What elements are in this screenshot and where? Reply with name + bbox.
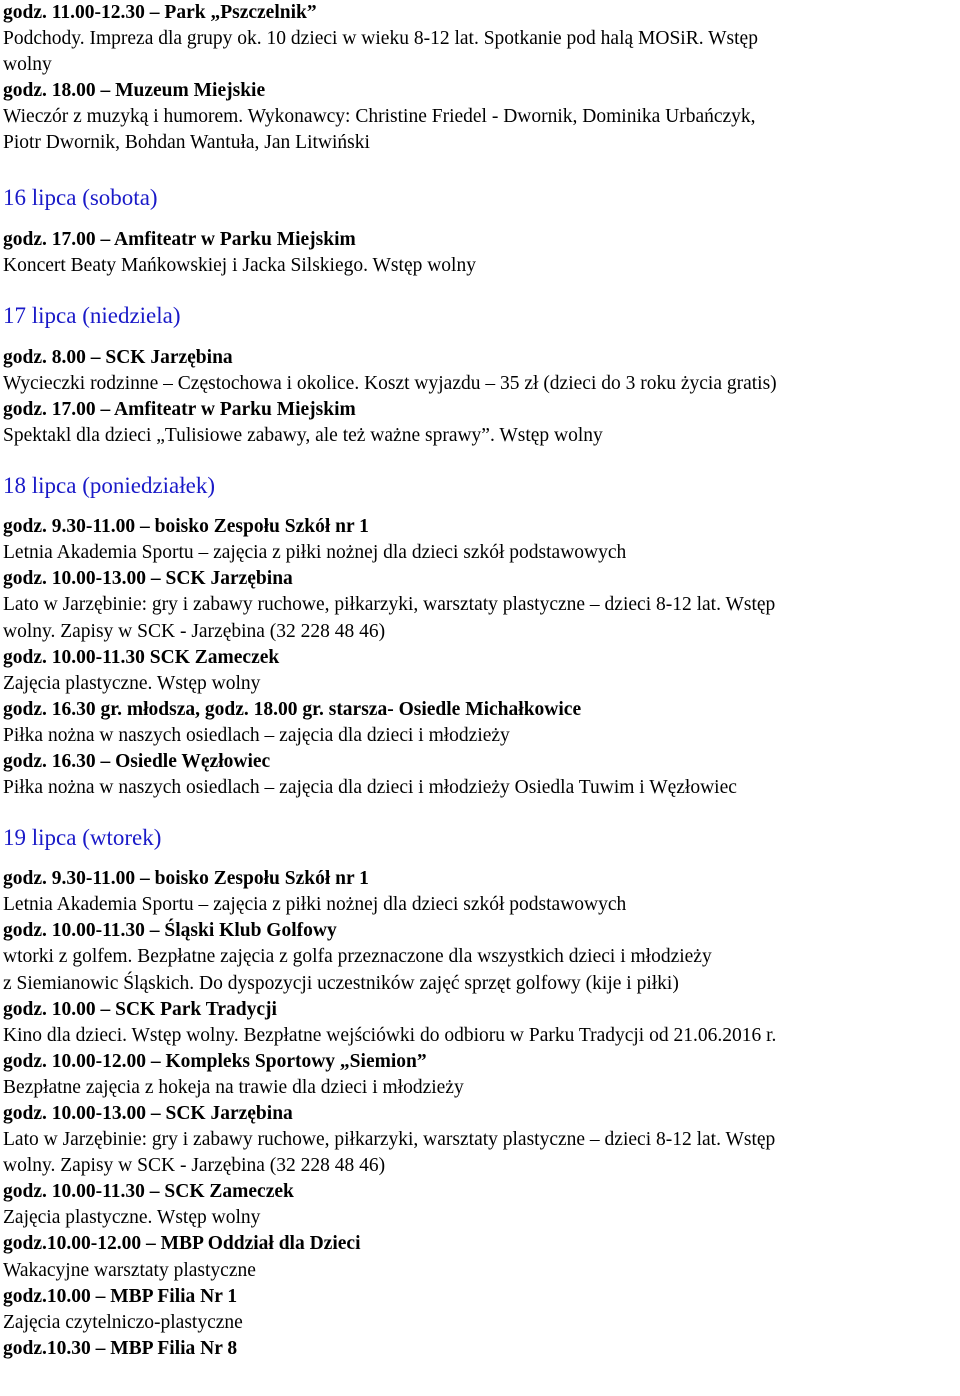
event-description: Wakacyjne warsztaty plastyczne	[3, 1259, 256, 1281]
event-title: godz. 16.30 gr. młodsza, godz. 18.00 gr. starsza- Osiedle Michałkowice	[3, 698, 582, 720]
event-title: godz.10.00-12.00 – MBP Oddział dla Dzieci	[3, 1233, 361, 1255]
event-description: Spektakl dla dzieci „Tulisiowe zabawy, ale też ważne sprawy”. Wstęp wolny	[3, 425, 603, 447]
event-description: Kino dla dzieci. Wstęp wolny. Bezpłatne wejściówki do odbioru w Parku Tradycji od 21.06.2016 r.	[3, 1024, 777, 1046]
intro-block	[3, 0, 960, 157]
event-title: godz. 11.00-12.30 – Park „Pszczelnik”	[3, 2, 317, 23]
event-description: wolny. Zapisy w SCK - Jarzębina (32 228 48 46)	[3, 1155, 386, 1177]
section-heading: 17 lipca (niedziela)	[3, 302, 181, 328]
section-heading: 19 lipca (wtorek)	[3, 825, 162, 851]
event-description: Letnia Akademia Sportu – zajęcia z piłki nożnej dla dzieci szkół podstawowych	[3, 894, 627, 916]
event-title: godz. 18.00 – Muzeum Miejskie	[3, 80, 266, 102]
event-description: Zajęcia plastyczne. Wstęp wolny	[3, 672, 261, 694]
event-title: godz. 10.00-13.00 – SCK Jarzębina	[3, 568, 293, 590]
event-description: Piotr Dwornik, Bohdan Wantuła, Jan Litwiński	[3, 132, 370, 154]
event-description: wolny	[3, 54, 52, 76]
event-title: godz.10.00 – MBP Filia Nr 1	[3, 1285, 238, 1307]
event-title: godz. 10.00-11.30 SCK Zameczek	[3, 646, 280, 668]
event-title: godz. 17.00 – Amfiteatr w Parku Miejskim	[3, 398, 356, 420]
event-description: z Siemianowic Śląskich. Do dyspozycji uczestników zajęć sprzęt golfowy (kije i piłki)	[3, 972, 679, 994]
event-description: Zajęcia czytelniczo-plastyczne	[3, 1311, 243, 1333]
event-description: Bezpłatne zajęcia z hokeja na trawie dla dzieci i młodzieży	[3, 1076, 464, 1098]
event-description: Letnia Akademia Sportu – zajęcia z piłki nożnej dla dzieci szkół podstawowych	[3, 542, 627, 564]
section-body	[3, 514, 960, 801]
event-description: wtorki z golfem. Bezpłatne zajęcia z golfa przeznaczone dla wszystkich dzieci i młodzieży	[3, 946, 712, 968]
section-body	[3, 866, 960, 1362]
event-title: godz. 17.00 – Amfiteatr w Parku Miejskim	[3, 228, 356, 250]
section-16-lipca	[3, 186, 960, 279]
section-body	[3, 227, 960, 279]
event-title: godz. 10.00 – SCK Park Tradycji	[3, 998, 277, 1020]
event-description: wolny. Zapisy w SCK - Jarzębina (32 228 48 46)	[3, 620, 386, 642]
event-description: Podchody. Impreza dla grupy ok. 10 dzieci w wieku 8-12 lat. Spotkanie pod halą MOSiR. Wstęp	[3, 28, 758, 50]
event-title: godz. 10.00-11.30 – Śląski Klub Golfowy	[3, 920, 337, 942]
event-description: Lato w Jarzębinie: gry i zabawy ruchowe, piłkarzyki, warsztaty plastyczne – dzieci 8-12 lat. Wstęp	[3, 594, 776, 616]
document-page	[3, 0, 960, 1362]
section-body	[3, 345, 960, 449]
event-description: Wieczór z muzyką i humorem. Wykonawcy: Christine Friedel - Dwornik, Dominika Urbańczyk,	[3, 106, 756, 128]
event-description: Piłka nożna w naszych osiedlach – zajęcia dla dzieci i młodzieży Osiedla Tuwim i Węzłowiec	[3, 777, 737, 799]
event-description: Lato w Jarzębinie: gry i zabawy ruchowe, piłkarzyki, warsztaty plastyczne – dzieci 8-12 lat. Wstęp	[3, 1129, 776, 1151]
section-heading: 16 lipca (sobota)	[3, 184, 158, 210]
event-description: Zajęcia plastyczne. Wstęp wolny	[3, 1207, 261, 1229]
section-heading: 18 lipca (poniedziałek)	[3, 473, 216, 499]
event-title: godz. 10.00-12.00 – Kompleks Sportowy „Siemion”	[3, 1050, 427, 1072]
event-description: Koncert Beaty Mańkowskiej i Jacka Silskiego. Wstęp wolny	[3, 254, 476, 276]
event-title: godz. 16.30 – Osiedle Węzłowiec	[3, 750, 271, 772]
section-18-lipca	[3, 474, 960, 801]
section-17-lipca	[3, 304, 960, 449]
event-title: godz.10.30 – MBP Filia Nr 8	[3, 1337, 238, 1359]
section-19-lipca	[3, 826, 960, 1362]
event-title: godz. 8.00 – SCK Jarzębina	[3, 346, 233, 368]
event-description: Wycieczki rodzinne – Częstochowa i okolice. Koszt wyjazdu – 35 zł (dzieci do 3 roku życia gratis)	[3, 372, 777, 394]
event-description: Piłka nożna w naszych osiedlach – zajęcia dla dzieci i młodzieży	[3, 724, 510, 746]
event-title: godz. 10.00-11.30 – SCK Zameczek	[3, 1181, 294, 1203]
event-title: godz. 9.30-11.00 – boisko Zespołu Szkół nr 1	[3, 868, 369, 890]
event-title: godz. 10.00-13.00 – SCK Jarzębina	[3, 1103, 293, 1124]
event-title: godz. 9.30-11.00 – boisko Zespołu Szkół nr 1	[3, 516, 369, 538]
